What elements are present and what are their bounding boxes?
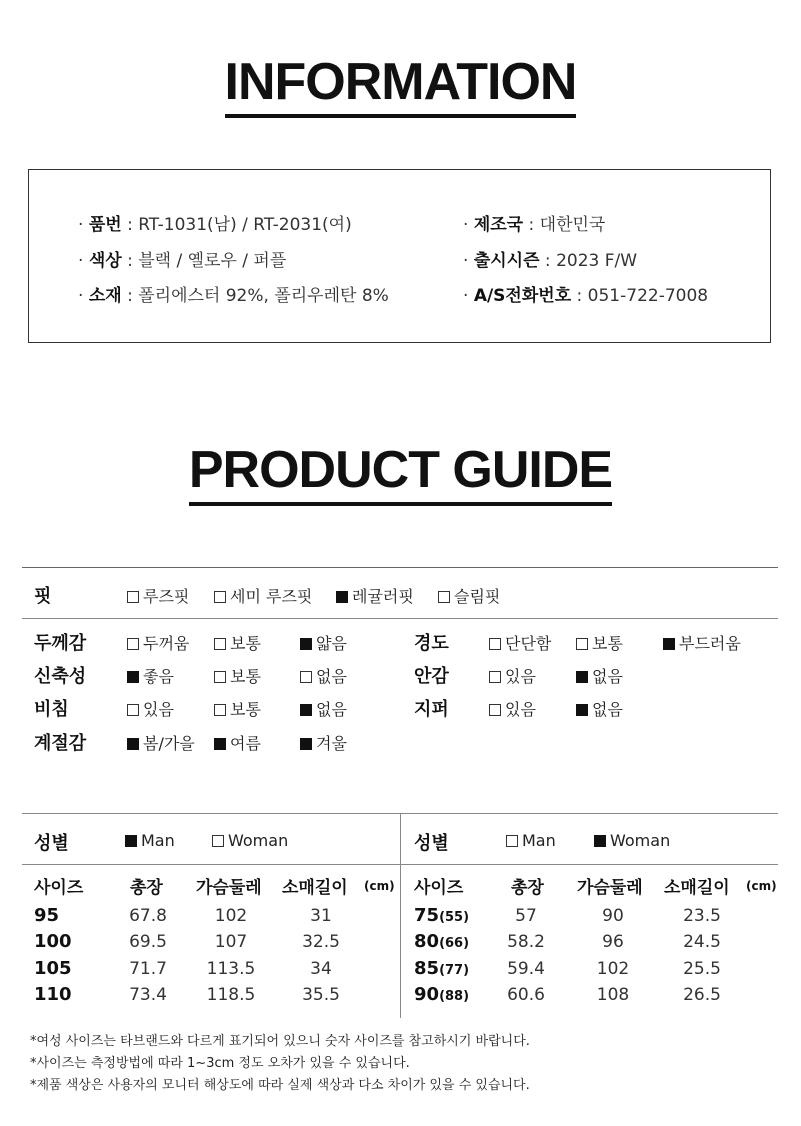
size-cell: 32.5 [302, 932, 340, 952]
attribute-option-label: 단단함 [505, 634, 552, 653]
men-header-size: 사이즈 [34, 878, 84, 898]
attribute-option [489, 631, 551, 654]
size-equivalent: (77) [439, 963, 470, 978]
men-header-chest: 가슴둘레 [196, 878, 262, 898]
attribute-option [576, 631, 623, 654]
attribute-option [576, 697, 623, 720]
unchecked-box-icon [576, 638, 588, 650]
size-label [34, 905, 59, 926]
unchecked-box-icon [438, 591, 450, 603]
size-equivalent: (88) [439, 989, 470, 1004]
fit-option [438, 584, 500, 607]
size-cell: 108 [596, 985, 630, 1005]
checked-box-icon [300, 738, 312, 750]
women-unit: (cm) [746, 879, 777, 893]
checked-box-icon [336, 591, 348, 603]
fit-option-label: 슬림핏 [454, 587, 501, 606]
attribute-option [300, 664, 347, 687]
size-cell: 102 [214, 906, 248, 926]
attribute-option-label: 없음 [592, 667, 623, 686]
size-cell: 59.4 [507, 959, 545, 979]
attribute-option-label: 없음 [316, 700, 347, 719]
info-item-season: · 출시시즌 : 2023 F/W [463, 251, 638, 271]
attribute-option-label: 얇음 [316, 634, 347, 653]
size-label [34, 931, 72, 952]
attribute-label: 비침 [34, 699, 69, 720]
men-gender-man: Man [125, 831, 175, 850]
attribute-option-label: 좋음 [143, 667, 174, 686]
unchecked-box-icon [300, 671, 312, 683]
size-cell: 67.8 [129, 906, 167, 926]
attribute-option [663, 631, 741, 654]
size-equivalent: (66) [439, 936, 470, 951]
size-label [34, 984, 72, 1005]
attribute-option [576, 664, 623, 687]
size-number: 95 [34, 905, 60, 926]
size-cell: 107 [214, 932, 248, 952]
women-header-size: 사이즈 [414, 878, 464, 898]
size-number: 100 [34, 931, 72, 952]
fit-divider [22, 618, 778, 619]
men-gender-label: 성별 [34, 833, 69, 854]
fit-label: 핏 [34, 586, 52, 607]
unchecked-box-icon [489, 704, 501, 716]
size-cell: 25.5 [683, 959, 721, 979]
size-cell: 35.5 [302, 985, 340, 1005]
attribute-option [127, 731, 195, 754]
info-item-as-phone: · A/S전화번호 : 051-722-7008 [463, 286, 709, 306]
unchecked-box-icon [214, 638, 226, 650]
note-2: *사이즈는 측정방법에 따라 1~3cm 정도 오차가 있을 수 있습니다. [30, 1056, 410, 1071]
size-number: 75 [414, 905, 440, 926]
size-number: 90 [414, 984, 440, 1005]
men-gender-woman: Woman [212, 831, 288, 850]
fit-option [214, 584, 312, 607]
women-header-chest: 가슴둘레 [577, 878, 643, 898]
size-label [34, 958, 72, 979]
attribute-option-label: 겨울 [316, 734, 347, 753]
men-unit: (cm) [364, 879, 395, 893]
attribute-option-label: 있음 [505, 667, 536, 686]
attribute-option-label: 있음 [143, 700, 174, 719]
attribute-label: 계절감 [34, 733, 87, 754]
size-cell: 71.7 [129, 959, 167, 979]
women-gender-label: 성별 [414, 833, 449, 854]
attribute-option [127, 664, 174, 687]
info-item-color: · 색상 : 블랙 / 옐로우 / 퍼플 [78, 251, 287, 271]
size-cell: 118.5 [206, 985, 256, 1005]
info-item-country: · 제조국 : 대한민국 [463, 215, 606, 235]
fit-option [127, 584, 189, 607]
men-header-sleeve: 소매길이 [282, 878, 348, 898]
unchecked-box-icon [506, 835, 518, 847]
size-cell: 23.5 [683, 906, 721, 926]
size-cell: 113.5 [206, 959, 256, 979]
unchecked-box-icon [214, 671, 226, 683]
checked-box-icon [125, 835, 137, 847]
unchecked-box-icon [212, 835, 224, 847]
attribute-option [214, 697, 261, 720]
size-label [414, 984, 469, 1005]
women-header-length: 총장 [511, 878, 544, 898]
info-item-material: · 소재 : 폴리에스터 92%, 폴리우레탄 8% [78, 286, 389, 306]
fit-option [336, 584, 414, 607]
guide-top-divider [22, 567, 778, 568]
size-equivalent: (55) [439, 910, 470, 925]
size-label [414, 905, 469, 926]
unchecked-box-icon [127, 638, 139, 650]
size-cell: 26.5 [683, 985, 721, 1005]
information-title: INFORMATION [0, 52, 801, 118]
unchecked-box-icon [489, 671, 501, 683]
size-cell: 34 [310, 959, 332, 979]
size-cell: 58.2 [507, 932, 545, 952]
checked-box-icon [127, 671, 139, 683]
attribute-option-label: 보통 [230, 700, 261, 719]
attribute-option-label: 보통 [230, 634, 261, 653]
checked-box-icon [300, 638, 312, 650]
women-gender-man: Man [506, 831, 556, 850]
unchecked-box-icon [489, 638, 501, 650]
attribute-label: 두께감 [34, 633, 87, 654]
women-gender-woman: Woman [594, 831, 670, 850]
note-3: *제품 색상은 사용자의 모니터 해상도에 따라 실제 색상과 다소 차이가 있을 수 있습니다. [30, 1078, 530, 1093]
checked-box-icon [127, 738, 139, 750]
fit-option-label: 세미 루즈핏 [230, 587, 313, 606]
checked-box-icon [663, 638, 675, 650]
size-cell: 57 [515, 906, 537, 926]
checked-box-icon [214, 738, 226, 750]
attribute-label: 신축성 [34, 666, 87, 687]
attribute-option-label: 부드러움 [679, 634, 741, 653]
unchecked-box-icon [214, 704, 226, 716]
size-label [414, 931, 469, 952]
size-number: 105 [34, 958, 72, 979]
men-header-length: 총장 [130, 878, 163, 898]
size-cell: 102 [596, 959, 630, 979]
attribute-option-label: 여름 [230, 734, 261, 753]
attribute-option-label: 두꺼움 [143, 634, 190, 653]
checked-box-icon [576, 704, 588, 716]
attribute-label: 지퍼 [414, 699, 449, 720]
size-number: 85 [414, 958, 440, 979]
size-cell: 73.4 [129, 985, 167, 1005]
unchecked-box-icon [127, 704, 139, 716]
size-cell: 96 [602, 932, 624, 952]
attribute-option [214, 731, 261, 754]
attribute-option [489, 697, 536, 720]
note-1: *여성 사이즈는 타브랜드와 다르게 표기되어 있으니 숫자 사이즈를 참고하시기 바랍니다. [30, 1034, 530, 1049]
attribute-option [127, 631, 189, 654]
attribute-option-label: 보통 [592, 634, 623, 653]
guide-title: PRODUCT GUIDE [0, 440, 801, 506]
unchecked-box-icon [214, 591, 226, 603]
attribute-label: 안감 [414, 666, 449, 687]
checked-box-icon [594, 835, 606, 847]
size-label [414, 958, 469, 979]
attribute-option-label: 보통 [230, 667, 261, 686]
size-cell: 31 [310, 906, 332, 926]
attribute-option [300, 731, 347, 754]
attribute-option [214, 664, 261, 687]
attribute-option-label: 봄/가을 [143, 734, 195, 753]
size-center-divider [400, 813, 401, 1018]
attribute-option [489, 664, 536, 687]
info-item-model: · 품번 : RT-1031(남) / RT-2031(여) [78, 215, 352, 235]
size-cell: 60.6 [507, 985, 545, 1005]
size-cell: 69.5 [129, 932, 167, 952]
attribute-label: 경도 [414, 633, 449, 654]
checked-box-icon [300, 704, 312, 716]
attribute-option-label: 있음 [505, 700, 536, 719]
unchecked-box-icon [127, 591, 139, 603]
attribute-option [127, 697, 174, 720]
size-cell: 90 [602, 906, 624, 926]
women-header-sleeve: 소매길이 [664, 878, 730, 898]
attribute-option-label: 없음 [316, 667, 347, 686]
attribute-option [214, 631, 261, 654]
fit-option-label: 레귤러핏 [352, 587, 414, 606]
attribute-option [300, 631, 347, 654]
attribute-option-label: 없음 [592, 700, 623, 719]
attribute-option [300, 697, 347, 720]
size-cell: 24.5 [683, 932, 721, 952]
size-number: 80 [414, 931, 440, 952]
checked-box-icon [576, 671, 588, 683]
fit-option-label: 루즈핏 [143, 587, 190, 606]
size-number: 110 [34, 984, 72, 1005]
